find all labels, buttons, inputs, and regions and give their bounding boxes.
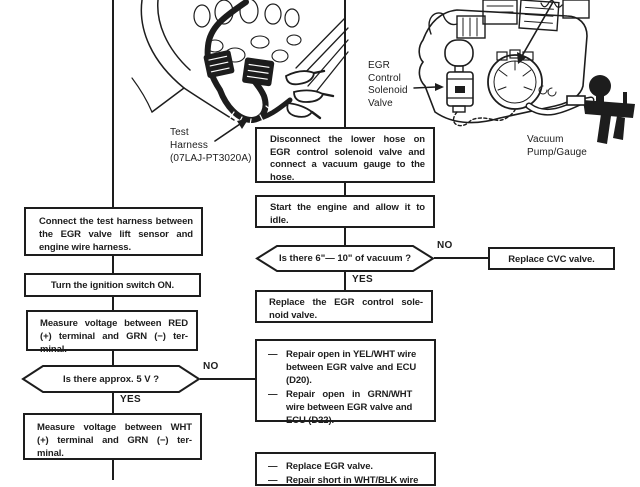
step-connect-test-harness	[24, 207, 203, 256]
decision-vacuum	[256, 245, 434, 272]
action-replace-egr-valve	[255, 452, 436, 486]
list-item	[268, 388, 429, 427]
no-branch-label: NO	[437, 240, 453, 251]
test-harness-label-line: Harness	[170, 140, 208, 151]
bullet-dash: —	[268, 349, 278, 360]
test-harness-label	[170, 126, 252, 165]
egr-label-line: Control	[368, 72, 401, 84]
step-text-line: Turn the ignition switch ON.	[50, 280, 175, 291]
decision-question: Is there approx. 5 V ?	[62, 373, 160, 385]
step-text-line: engine wire harness.	[39, 242, 131, 253]
step-text-line: noid valve.	[269, 310, 318, 321]
connector-line	[344, 272, 346, 290]
no-branch-line	[434, 257, 488, 259]
connector-line	[112, 0, 114, 207]
list-item	[268, 348, 429, 387]
step-text-line: the EGR valve lift sensor and	[39, 229, 193, 240]
action-repair-open-wires	[255, 339, 436, 426]
step-measure-wht	[23, 413, 202, 460]
step-text-line: (+) terminal and GRN (−) ter-	[40, 331, 188, 342]
connector-line	[344, 183, 346, 195]
step-text-line: connect a vacuum gauge to the	[270, 159, 425, 170]
connector-line	[112, 256, 114, 273]
step-text-line: EGR control solenoid valve and	[270, 146, 425, 158]
decision-approx-5v	[22, 365, 200, 393]
step-text-line: Measure voltage between RED	[40, 318, 188, 329]
step-text-line: Start the engine and allow it to	[270, 202, 425, 213]
step-ignition-on	[24, 273, 201, 297]
action-text-line: Replace EGR valve.	[286, 461, 373, 472]
step-replace-solenoid	[255, 290, 433, 323]
step-text-line: idle.	[270, 215, 289, 226]
egr-label-line: Valve	[368, 97, 393, 109]
list-item	[268, 474, 429, 487]
connector-line	[112, 297, 114, 310]
step-disconnect-hose	[255, 127, 435, 183]
test-harness-label-line: (07LAJ-PT3020A)	[170, 153, 252, 164]
action-text-line: Repair open in GRN/WHT	[286, 389, 413, 400]
step-text-line: minal.	[37, 448, 64, 459]
step-start-engine	[255, 195, 435, 228]
yes-branch-label: YES	[120, 394, 141, 405]
step-text-line: Replace the EGR control sole-	[269, 297, 423, 308]
action-text-line: (D20).	[286, 375, 312, 386]
step-text-line: Connect the test harness between	[39, 216, 193, 227]
connector-line	[344, 0, 346, 127]
vacuum-pump-label-line: Vacuum	[527, 134, 564, 145]
step-measure-red	[26, 310, 198, 355]
bullet-dash: —	[268, 389, 278, 400]
action-text-line: Replace CVC valve.	[508, 254, 595, 265]
no-branch-label: NO	[203, 361, 219, 372]
bullet-dash: —	[268, 461, 278, 472]
step-text-line: minal.	[40, 344, 67, 355]
action-text-line: wire between EGR valve and	[286, 402, 413, 413]
egr-control-solenoid-valve-label	[368, 60, 408, 110]
bullet-dash: —	[268, 475, 278, 486]
yes-branch-label: YES	[352, 274, 373, 285]
action-text-line: ECU (D22).	[286, 415, 335, 426]
connector-line	[344, 228, 346, 245]
egr-label-line: EGR	[368, 60, 390, 71]
test-harness-label-line: Test	[170, 127, 189, 138]
step-text-line: hose.	[270, 171, 295, 183]
egr-label-line: Solenoid	[368, 85, 408, 96]
connector-line	[112, 460, 114, 480]
no-branch-line	[200, 378, 255, 380]
vacuum-pump-gauge-label	[527, 133, 587, 159]
vacuum-pump-label-line: Pump/Gauge	[527, 147, 587, 158]
step-text-line: Disconnect the lower hose on	[270, 134, 425, 145]
action-text-line: Repair open in YEL/WHT wire	[286, 349, 417, 360]
action-text-line: between EGR valve and ECU	[286, 362, 417, 373]
action-text-line: Repair short in WHT/BLK wire	[286, 475, 419, 486]
decision-question: Is there 6"— 10" of vacuum ?	[278, 253, 412, 264]
connector-line	[112, 393, 114, 413]
step-text-line: Measure voltage between WHT	[37, 422, 192, 433]
step-text-line: (+) terminal and GRN (−) ter-	[37, 435, 192, 446]
action-replace-cvc-valve	[488, 247, 615, 270]
list-item	[268, 460, 429, 473]
